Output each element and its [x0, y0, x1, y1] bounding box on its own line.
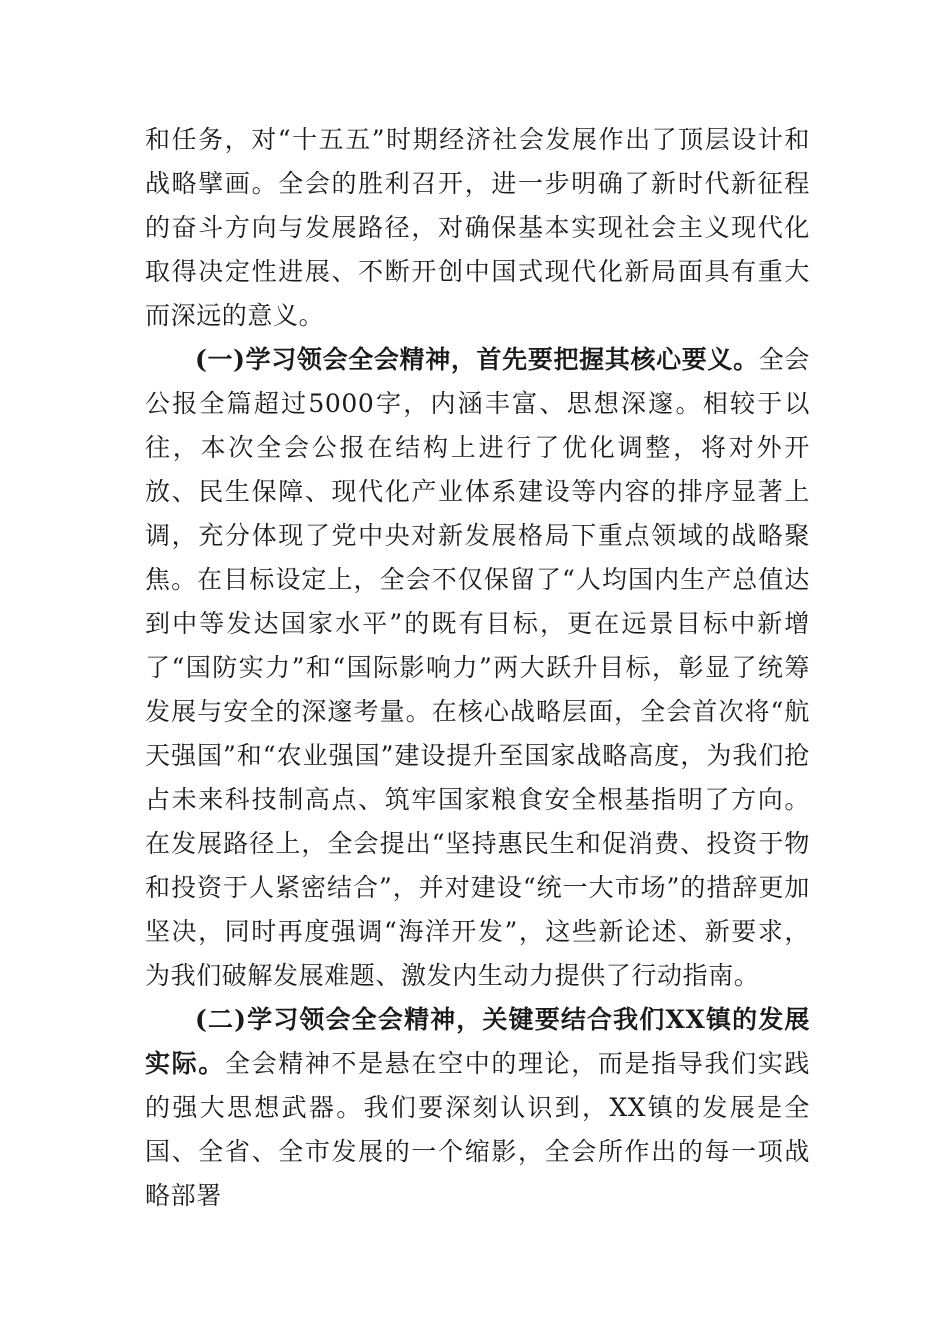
paragraph-text: 和任务，对“十五五”时期经济社会发展作出了顶层设计和战略擘画。全会的胜利召开，进一步明确了新时代新征程的奋斗方向与发展路径，对确保基本实现社会主义现代化取得决定性进展、不断开创中国式现代化新局面具有重大而深远的意义。: [145, 125, 810, 330]
document-body: [145, 118, 810, 1218]
section-heading: (一)学习领会全会精神，首先要把握其核心要义。: [195, 345, 759, 374]
paragraph-intro: [145, 118, 810, 338]
paragraph-text: 全会公报全篇超过5000字，内涵丰富、思想深邃。相较于以往，本次全会公报在结构上进行了优化调整，将对外开放、民生保障、现代化产业体系建设等内容的排序显著上调，充分体现了党中央对新发展格局下重点领域的战略聚焦。在目标设定上，全会不仅保留了“人均国内生产总值达到中等发达国家水平”的既有目标，更在远景目标中新增了“国防实力”和“国际影响力”两大跃升目标，彰显了统筹发展与安全的深邃考量。在核心战略层面，全会首次将“航天强国”和“农业强国”建设提升至国家战略高度，为我们抢占未来科技制高点、筑牢国家粮食安全根基指明了方向。在发展路径上，全会提出“坚持惠民生和促消费、投资于物和投资于人紧密结合”，并对建设“统一大市场”的措辞更加坚决，同时再度强调“海洋开发”，这些新论述、新要求，为我们破解发展难题、激发内生动力提供了行动指南。: [145, 345, 810, 990]
paragraph-text: 全会精神不是悬在空中的理论，而是指导我们实践的强大思想武器。我们要深刻认识到，XX镇的发展是全国、全省、全市发展的一个缩影，全会所作出的每一项战略部署: [145, 1049, 811, 1210]
paragraph-section-2: [145, 998, 810, 1218]
section-heading: (二)学习领会全会精神，关键要结合我们XX镇的发展实际。: [145, 1005, 810, 1078]
paragraph-section-1: [145, 338, 810, 998]
